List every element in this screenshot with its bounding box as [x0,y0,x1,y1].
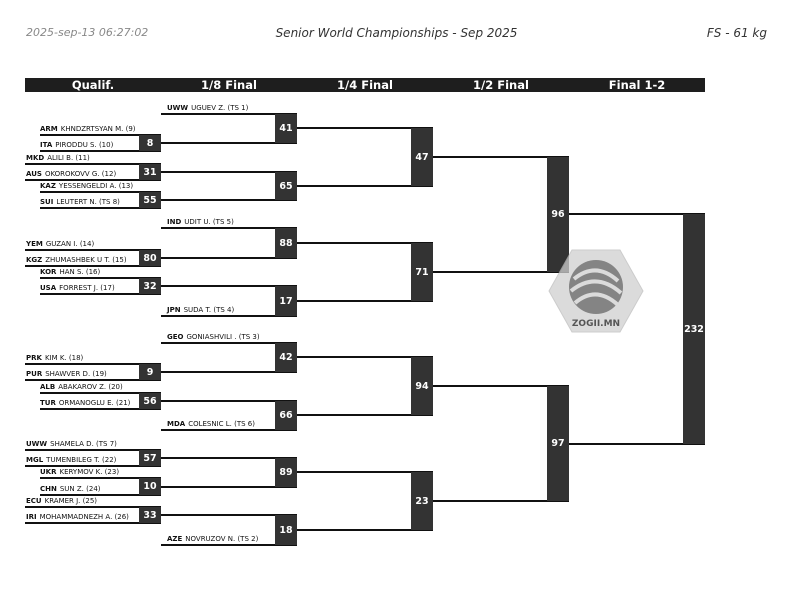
athlete-entry [40,383,123,391]
athlete-entry [167,104,248,112]
athlete-entry [40,485,101,493]
athlete-name: KERYMOV K. (23) [59,468,120,476]
bout-number: 96 [547,157,569,272]
round-label-qualif: Qualif. [71,78,115,92]
athlete-country: IND [167,218,182,226]
athlete-country: UKR [40,468,57,476]
athlete-entry [167,218,234,226]
round-label-eighth-final: 1/8 Final [201,78,257,92]
athlete-name: GONIASHVILI . (TS 3) [186,333,260,341]
athlete-country: ALB [40,383,56,391]
athlete-entry [40,141,113,149]
round-label-quarter-final: 1/4 Final [337,78,393,92]
bout-number: 71 [411,243,433,301]
bout-number: 66 [275,401,297,430]
athlete-name: ALILI B. (11) [47,154,90,162]
athlete-entry [26,497,97,505]
bout-number: 10 [139,478,161,495]
athlete-entry [26,240,94,248]
athlete-name: SUDA T. (TS 4) [183,306,235,314]
bout-number: 56 [139,393,161,409]
bout-number: 47 [411,128,433,186]
round-label-final: Final 1-2 [608,78,666,92]
athlete-name: UDIT U. (TS 5) [184,218,234,226]
athlete-name: SHAMELA D. (TS 7) [50,440,117,448]
athlete-entry [40,268,100,276]
athlete-country: TUR [40,399,56,407]
athlete-country: YEM [26,240,43,248]
athlete-country: AUS [26,170,42,178]
athlete-country: CHN [40,485,57,493]
bout-number: 32 [139,278,161,294]
athlete-country: GEO [167,333,184,341]
weight-category: FS - 61 kg [706,26,767,40]
athlete-name: UGUEV Z. (TS 1) [191,104,249,112]
bout-number: 9 [139,364,161,380]
athlete-country: KOR [40,268,57,276]
bout-number: 18 [275,515,297,545]
round-label-semi-final: 1/2 Final [473,78,529,92]
athlete-country: PRK [26,354,42,362]
athlete-entry [40,468,119,476]
bout-number: 31 [139,164,161,180]
bout-number: 8 [139,135,161,151]
athlete-entry [167,306,234,314]
bout-number: 89 [275,458,297,487]
athlete-country: IRI [26,513,37,521]
athlete-name: NOVRUZOV N. (TS 2) [185,535,259,543]
athlete-country: JPN [167,306,181,314]
athlete-name: ZHUMASHBEK U T. (15) [45,256,127,264]
athlete-name: ABAKAROV Z. (20) [58,383,123,391]
athlete-entry [26,440,117,448]
athlete-name: KRAMER J. (25) [44,497,98,505]
athlete-name: FORREST J. (17) [59,284,115,292]
athlete-country: USA [40,284,57,292]
athlete-country: KAZ [40,182,56,190]
athlete-entry [167,420,255,428]
bout-number: 55 [139,192,161,208]
athlete-name: KHNDZRTSYAN M. (9) [60,125,136,133]
athlete-entry [40,198,120,206]
athlete-country: ECU [26,497,42,505]
athlete-name: SUN Z. (24) [59,485,101,493]
athlete-country: KGZ [26,256,43,264]
athlete-name: ORMANOGLU E. (21) [58,399,131,407]
athlete-country: PUR [26,370,43,378]
page-title: Senior World Championships - Sep 2025 [275,26,518,40]
bout-number: 33 [139,507,161,523]
athlete-country: MDA [167,420,186,428]
bout-number: 65 [275,172,297,200]
athlete-country: MGL [26,456,44,464]
athlete-country: ITA [40,141,53,149]
athlete-country: UWW [167,104,189,112]
athlete-entry [40,399,130,407]
bout-number: 42 [275,343,297,372]
athlete-name: LEUTERT N. (TS 8) [56,198,120,206]
bout-number: 41 [275,114,297,143]
athlete-name: YESSENGELDI A. (13) [58,182,134,190]
athlete-entry [26,370,107,378]
athlete-country: SUI [40,198,54,206]
athlete-entry [40,182,133,190]
athlete-name: HAN S. (16) [59,268,101,276]
athlete-entry [40,125,136,133]
timestamp: 2025-sep-13 06:27:02 [26,26,149,39]
athlete-name: TUMENBILEG T. (22) [46,456,117,464]
athlete-name: PIRODDU S. (10) [55,141,114,149]
athlete-entry [26,154,90,162]
bout-number: 17 [275,286,297,316]
athlete-name: KIM K. (18) [44,354,84,362]
athlete-entry [26,170,116,178]
athlete-entry [167,333,260,341]
athlete-entry [26,256,127,264]
bout-number: 23 [411,472,433,530]
athlete-entry [26,456,116,464]
athlete-name: SHAWVER D. (19) [45,370,107,378]
athlete-entry [26,513,129,521]
athlete-name: OKOROKOVV G. (12) [44,170,117,178]
athlete-name: COLESNIC L. (TS 6) [188,420,255,428]
bout-number: 88 [275,228,297,258]
bout-number: 80 [139,250,161,266]
athlete-entry [26,354,83,362]
bout-number: 97 [547,386,569,501]
athlete-name: GUZAN I. (14) [45,240,95,248]
bout-number-final: 232 [683,214,705,444]
athlete-country: ARM [40,125,58,133]
athlete-entry [40,284,115,292]
athlete-name: MOHAMMADNEZH A. (26) [39,513,129,521]
athlete-country: UWW [26,440,48,448]
athlete-entry [167,535,258,543]
athlete-country: AZE [167,535,183,543]
zogii-logo-text: ZOGII.MN [571,319,621,329]
bout-number: 57 [139,450,161,466]
bout-number: 94 [411,357,433,415]
athlete-country: MKD [26,154,45,162]
